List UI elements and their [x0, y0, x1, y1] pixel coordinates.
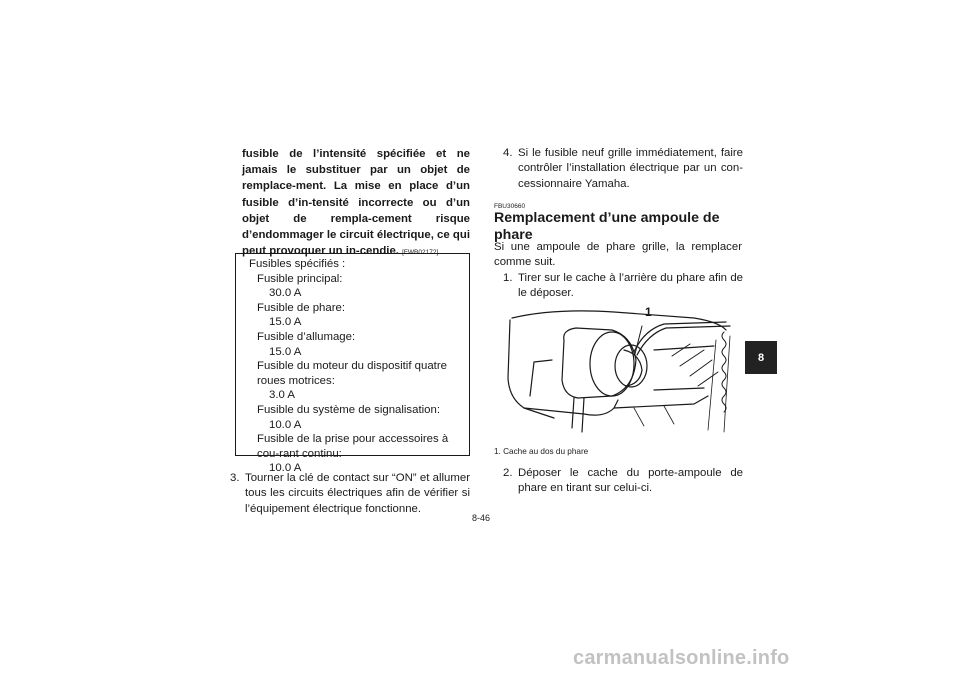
- step-number: 1.: [503, 272, 513, 284]
- fuse-label: Fusible de la prise pour accessoires à cou-rant continu:: [257, 433, 449, 460]
- warning-body: fusible de l’intensité spécifiée et ne jamais le substituer par un objet de remplace-ment. La mise en place d’un fusible d’in-tensité incorrecte ou d’un objet de rempla-cement risque d’endommager le circuit électrique, ce qui peut provoquer un in-cendie.: [242, 148, 470, 258]
- fuse-label: Fusible du moteur du dispositif quatre roues motrices:: [257, 360, 447, 387]
- fuse-value: 10.0 A: [269, 418, 302, 431]
- step-1: [503, 271, 743, 302]
- section-intro: Si une ampoule de phare grille, la remplacer comme suit.: [494, 241, 742, 269]
- step-number: 2.: [503, 467, 513, 479]
- warning-text: [242, 146, 470, 261]
- step-text: Tourner la clé de contact sur “ON” et allumer tous les circuits électriques afin de vérifier si l’équipement électrique fonctionne.: [245, 472, 470, 515]
- step-text: Si le fusible neuf grille immédiatement, faire contrôler l’installation électrique par un con-cessionnaire Yamaha.: [518, 147, 743, 190]
- section-title: Remplacement d’une ampoule de phare: [494, 210, 720, 243]
- fuse-label: Fusible de phare:: [257, 301, 346, 314]
- warning-code: [FWB02172]: [402, 249, 439, 257]
- figure-callout: 1: [645, 305, 652, 319]
- step-text: Déposer le cache du porte-ampoule de phare en tirant sur celui-ci.: [518, 467, 743, 495]
- page-number: 8-46: [472, 513, 491, 523]
- step-number: 4.: [503, 147, 513, 159]
- fuse-spec-box: [235, 253, 470, 475]
- watermark-text: carmanualsonline.info: [573, 647, 790, 669]
- fuse-label: Fusible d’allumage:: [257, 330, 356, 343]
- fuse-value: 3.0 A: [269, 389, 295, 402]
- fuse-value: 30.0 A: [269, 287, 302, 300]
- fuse-value: 15.0 A: [269, 345, 302, 358]
- step-text: Tirer sur le cache à l’arrière du phare afin de le déposer.: [518, 272, 743, 300]
- step-2: [503, 466, 743, 497]
- headlight-illustration: [494, 300, 744, 442]
- chapter-tab-label: 8: [757, 351, 765, 364]
- section-ref-code: FBU30660: [494, 203, 526, 210]
- step-3: [230, 471, 470, 517]
- step-4: [503, 146, 743, 192]
- fuse-value: 15.0 A: [269, 316, 302, 329]
- fuse-label: Fusible principal:: [257, 272, 343, 285]
- fuse-value: 10.0 A: [269, 462, 302, 475]
- figure-caption: 1. Cache au dos du phare: [494, 447, 589, 456]
- chapter-tab: [745, 341, 777, 374]
- fuse-box-header: Fusibles spécifiés :: [249, 258, 346, 270]
- fuse-label: Fusible du système de signalisation:: [257, 403, 440, 416]
- step-number: 3.: [230, 472, 240, 484]
